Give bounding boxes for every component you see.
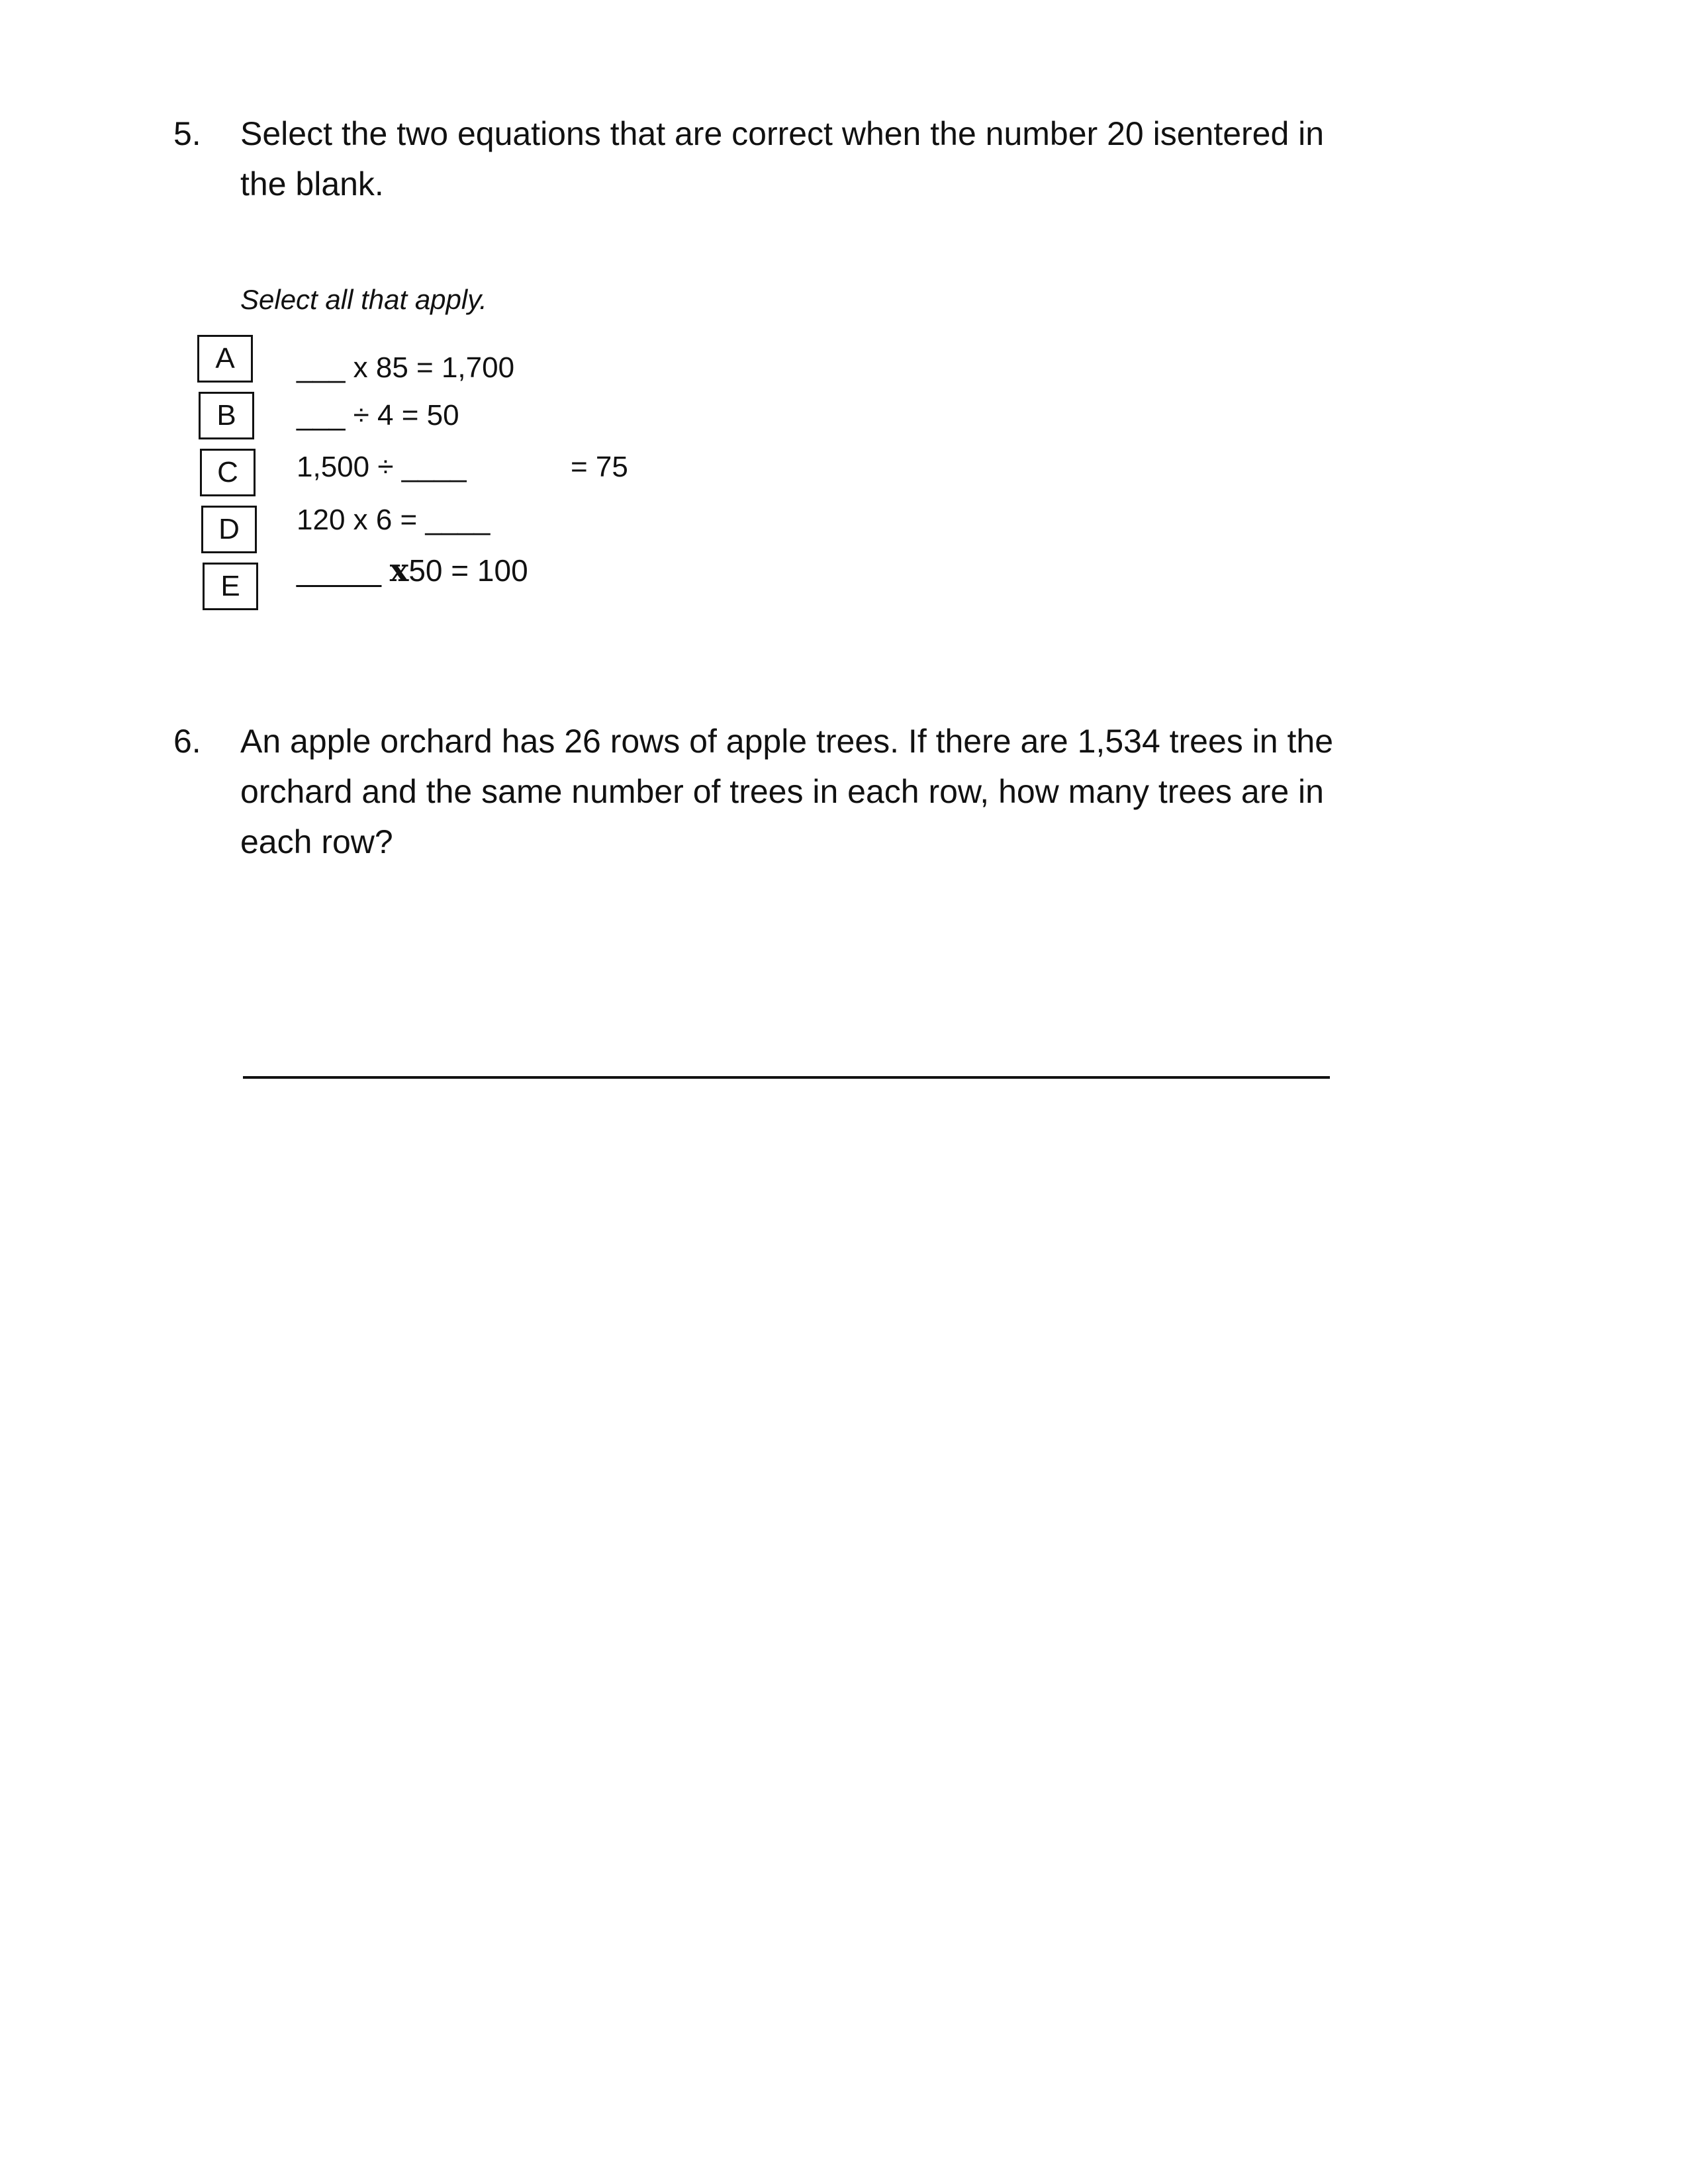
question-5-text-line-1: Select the two equations that are correct when the number 20 isentered in <box>240 115 1325 152</box>
choice-d-equation: 120 x 6 = ____ <box>297 504 491 536</box>
question-6-text-line-3: each row? <box>240 823 393 860</box>
select-all-instruction: Select all that apply. <box>240 284 487 315</box>
choice-a-checkbox[interactable] <box>197 335 253 383</box>
choice-b-checkbox[interactable] <box>199 392 254 439</box>
choice-b-equation: ___ ÷ 4 = 50 <box>297 399 459 432</box>
choice-a-equation: ___ x 85 = 1,700 <box>297 351 515 384</box>
choice-c-checkbox[interactable] <box>200 449 256 496</box>
choice-d-checkbox[interactable] <box>201 506 257 553</box>
choice-d-letter: D <box>218 513 240 545</box>
choice-e-multiply-sign: x <box>389 552 409 589</box>
choice-e-checkbox[interactable] <box>203 563 258 610</box>
question-6-text-line-1: An apple orchard has 26 rows of apple trees. If there are 1,534 trees in the <box>240 723 1334 760</box>
question-5-number: 5. <box>173 115 201 152</box>
question-5-text-line-2: the blank. <box>240 165 384 203</box>
choice-c-equation-result: = 75 <box>571 451 628 483</box>
question-6-number: 6. <box>173 723 201 760</box>
choice-a-letter: A <box>215 342 235 375</box>
question-6-text-line-2: orchard and the same number of trees in each row, how many trees are in <box>240 773 1324 810</box>
choice-e-rest: 50 = 100 <box>408 553 528 588</box>
choice-e-letter: E <box>220 570 240 602</box>
choice-e-blank: _____ <box>297 553 390 588</box>
choice-c-equation: 1,500 ÷ ____ <box>297 451 467 483</box>
choice-e-equation <box>297 552 528 589</box>
choice-b-letter: B <box>216 399 236 432</box>
question-6-answer-line[interactable] <box>243 1076 1330 1079</box>
choice-c-letter: C <box>217 456 238 488</box>
